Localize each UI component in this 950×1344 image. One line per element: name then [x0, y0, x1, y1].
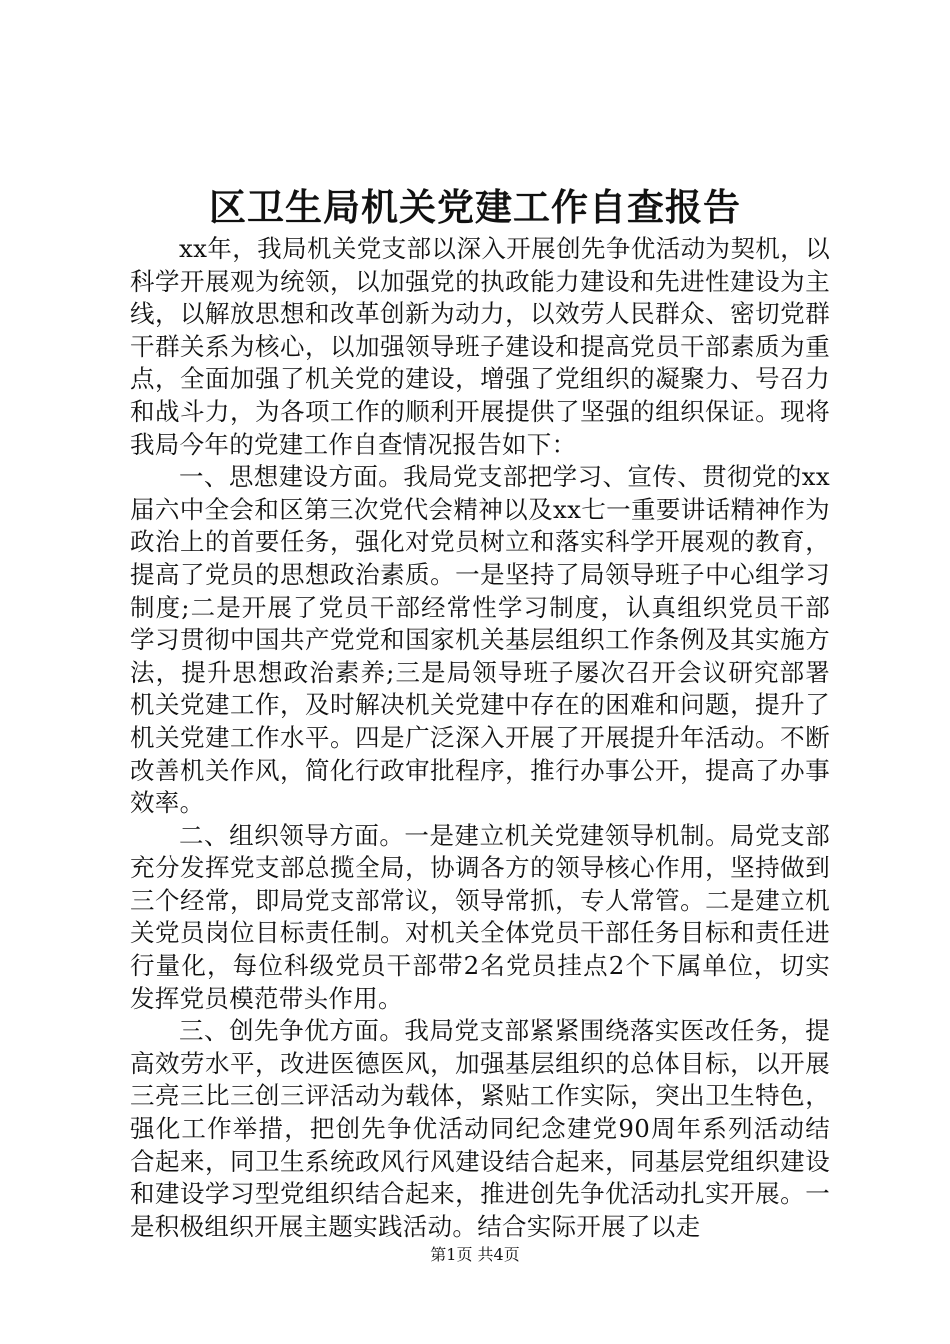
paragraph-excellence-campaign: 三、创先争优方面。我局党支部紧紧围绕落实医改任务，提高效劳水平，改进医德医风，加强基层组织的总体目标，以开展三亮三比三创三评活动为载体，紧贴工作实际，突出卫生特色，强化工作举措，把创先争优活动同纪念建党90周年系列活动结合起来，同卫生系统政风行风建设结合起来，同基层党组织建设和建设学习型党组织结合起来，推进创先争优活动扎实开展。一是积极组织开展主题实践活动。结合实际开展了以走	[130, 1016, 830, 1241]
paragraph-ideological-building: 一、思想建设方面。我局党支部把学习、宣传、贯彻党的xx届六中全会和区第三次党代会精神以及xx七一重要讲话精神作为政治上的首要任务，强化对党员树立和落实科学开展观的教育，提高了党员的思想政治素质。一是坚持了局领导班子中心组学习制度;二是开展了党员干部经常性学习制度，认真组织党员干部学习贯彻中国共产党党和国家机关基层组织工作条例及其实施方法，提升思想政治素养;三是局领导班子屡次召开会议研究部署机关党建工作，及时解决机关党建中存在的困难和问题，提升了机关党建工作水平。四是广泛深入开展了开展提升年活动。不断改善机关作风，简化行政审批程序，推行办事公开，提高了办事效率。	[130, 462, 830, 818]
page-footer	[0, 1245, 950, 1265]
paragraph-intro: xx年，我局机关党支部以深入开展创先争优活动为契机，以科学开展观为统领，以加强党的执政能力建设和先进性建设为主线，以解放思想和改革创新为动力，以效劳人民群众、密切党群干群关系为核心，以加强领导班子建设和提高党员干部素质为重点，全面加强了机关党的建设，增强了党组织的凝聚力、号召力和战斗力，为各项工作的顺利开展提供了坚强的组织保证。现将我局今年的党建工作自查情况报告如下：	[130, 234, 830, 459]
document-body	[130, 233, 830, 1243]
paragraph-organizational-leadership: 二、组织领导方面。一是建立机关党建领导机制。局党支部充分发挥党支部总揽全局，协调各方的领导核心作用，坚持做到三个经常，即局党支部常议，领导常抓，专人常管。二是建立机关党员岗位目标责任制。对机关全体党员干部任务目标和责任进行量化，每位科级党员干部带2名党员挂点2个下属单位，切实发挥党员模范带头作用。	[130, 820, 830, 1013]
document-title: 区卫生局机关党建工作自查报告	[209, 185, 741, 229]
page-number-indicator: 第1页 共4页	[430, 1245, 520, 1264]
